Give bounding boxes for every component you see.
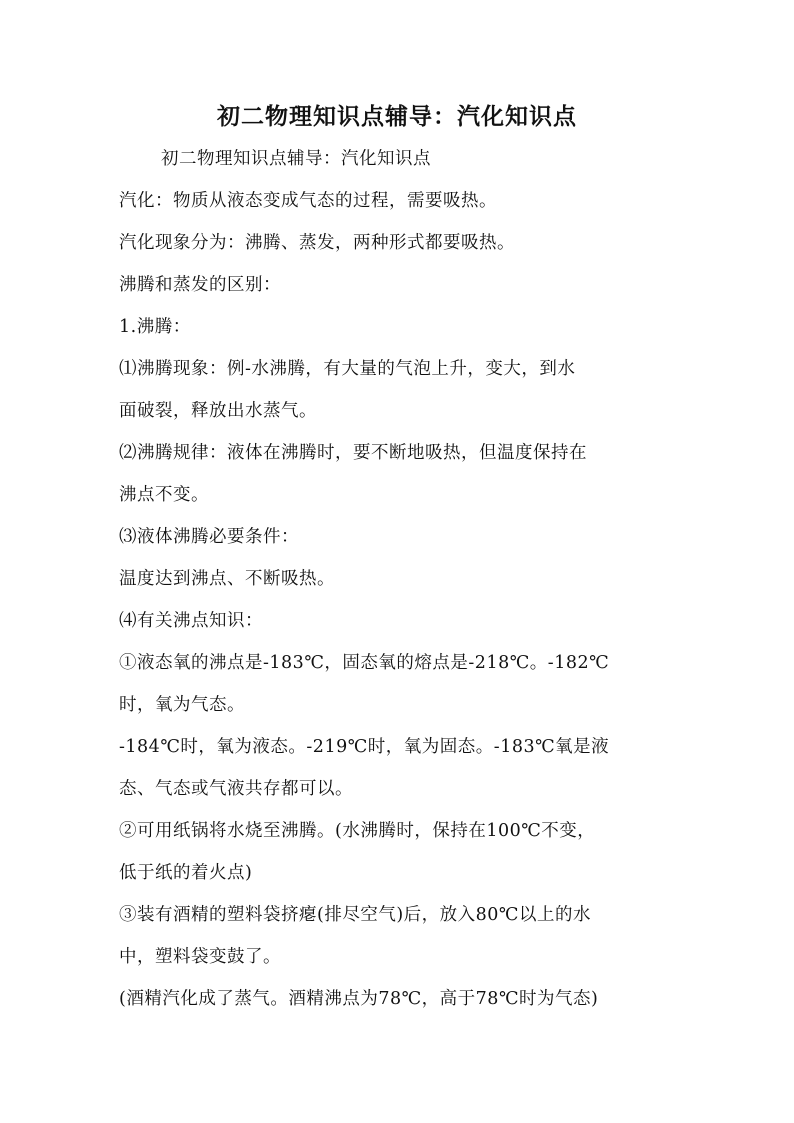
text-line: 时，氧为气态。: [119, 695, 245, 715]
text-line: 低于纸的着火点): [119, 863, 253, 883]
text-line: 汽化：物质从液态变成气态的过程，需要吸热。: [119, 191, 497, 211]
text-line: 沸点不变。: [119, 485, 209, 505]
text-line: 态、气态或气液共存都可以。: [119, 779, 353, 799]
text-line: ①液态氧的沸点是-183℃，固态氧的熔点是-218℃。-182℃: [119, 653, 610, 673]
text-line: 中，塑料袋变鼓了。: [119, 947, 281, 967]
text-line: ⑵沸腾规律：液体在沸腾时，要不断地吸热，但温度保持在: [119, 443, 587, 463]
text-line: 沸腾和蒸发的区别：: [119, 275, 281, 295]
text-line: 温度达到沸点、不断吸热。: [119, 569, 335, 589]
text-line: -184℃时，氧为液态。-219℃时，氧为固态。-183℃氧是液: [119, 737, 610, 757]
text-line: ⑶液体沸腾必要条件：: [119, 527, 299, 547]
text-line: 汽化现象分为：沸腾、蒸发，两种形式都要吸热。: [119, 233, 515, 253]
subtitle-line: 初二物理知识点辅导：汽化知识点: [161, 149, 431, 169]
text-line: ⑷有关沸点知识：: [119, 611, 263, 631]
text-line: ⑴沸腾现象：例-水沸腾，有大量的气泡上升，变大，到水: [119, 359, 576, 379]
section-heading: 1.沸腾：: [119, 317, 191, 337]
text-line: 面破裂，释放出水蒸气。: [119, 401, 317, 421]
document-title: 初二物理知识点辅导：汽化知识点: [217, 104, 577, 130]
text-line: (酒精汽化成了蒸气。酒精沸点为78℃，高于78℃时为气态): [119, 989, 599, 1009]
text-line: ③装有酒精的塑料袋挤瘪(排尽空气)后，放入80℃以上的水: [119, 905, 591, 925]
text-line: ②可用纸锅将水烧至沸腾。(水沸腾时，保持在100℃不变，: [119, 821, 596, 841]
